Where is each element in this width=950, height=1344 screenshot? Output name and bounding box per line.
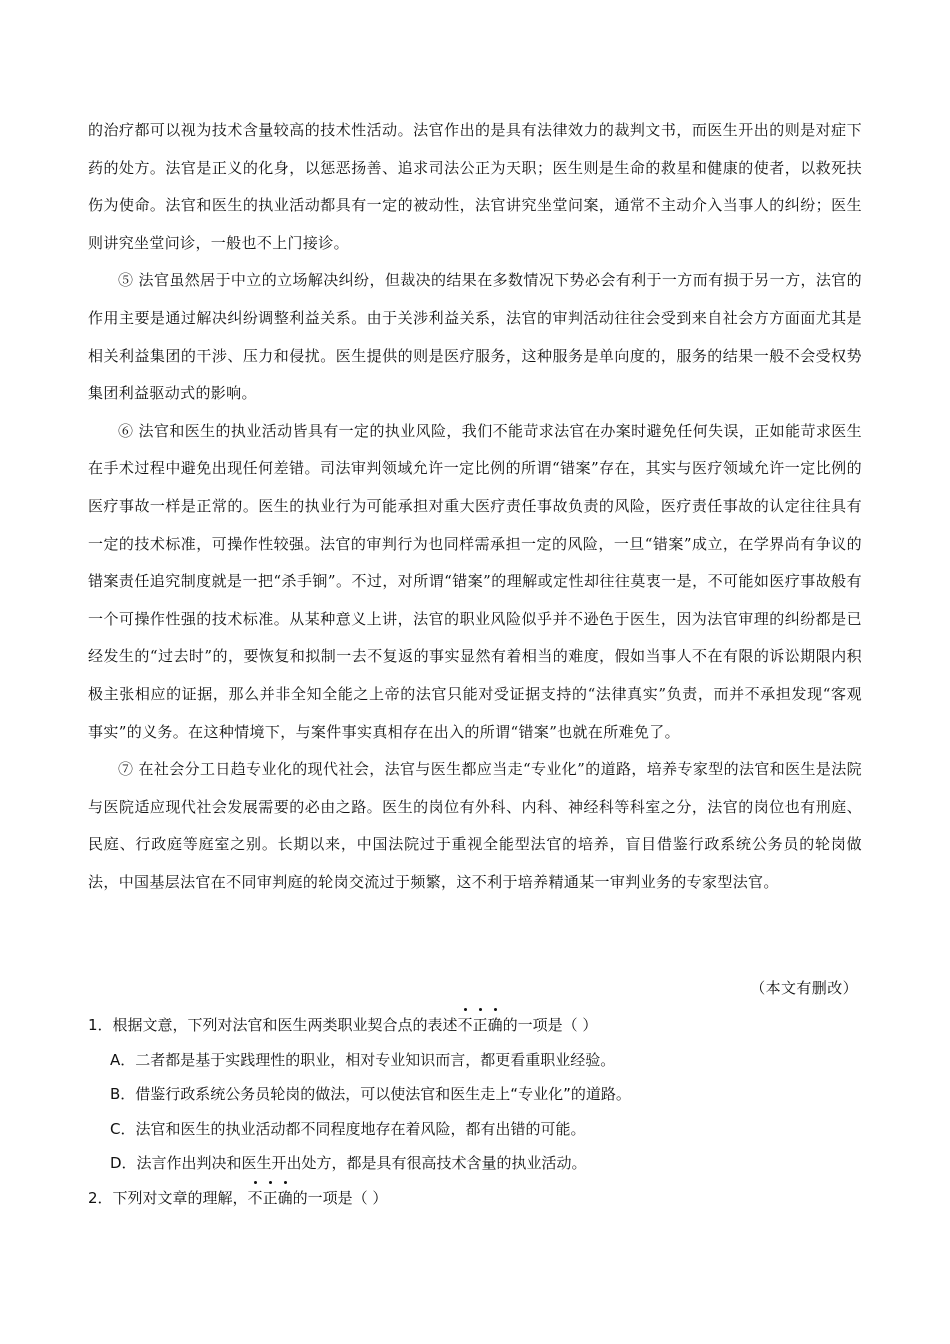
- emphasis-character: 不: [248, 1184, 263, 1212]
- question-1: [88, 1011, 868, 1046]
- article-body: [88, 112, 862, 901]
- emphasis-character: 正: [473, 1011, 488, 1039]
- question-2-text-after: 的一项是（ ）: [292, 1188, 388, 1207]
- emphasis-character: 确: [278, 1184, 293, 1212]
- question-1-emphasis: [458, 1016, 503, 1034]
- question-1-text-after: 的一项是（ ）: [502, 1016, 598, 1034]
- question-2-emphasis: [248, 1189, 293, 1207]
- article-paragraph-6: ⑥ 法官和医生的执业活动皆具有一定的执业风险，我们不能苛求法官在办案时避免任何失误，正如能苛求医生在手术过程中避免出现任何差错。司法审判领域允许一定比例的所谓“错案”存在，其实与医疗领域允许一定比例的医疗事故一样是正常的。医生的执业行为可能承担对重大医疗责任事故负责的风险，医疗责任事故的认定往往具有一定的技术标准，可操作性较强。法官的审判行为也同样需承担一定的风险，一旦“错案”成立，在学界尚有争议的错案责任追究制度就是一把“杀手锏”。不过，对所谓“错案”的理解或定性却往往莫衷一是，不可能如医疗事故般有一个可操作性强的技术标准。从某种意义上讲，法官的职业风险似乎并不逊色于医生，因为法官审理的纠纷都是已经发生的“过去时”的，要恢复和拟制一去不复返的事实显然有着相当的难度，假如当事人不在有限的诉讼期限内积极主张相应的证据，那么并非全知全能之上帝的法官只能对受证据支持的“法律真实”负责，而并不承担发现“客观事实”的义务。在这种情境下，与案件事实真相存在出入的所谓“错案”也就在所难免了。: [88, 421, 862, 741]
- question-1-option-a[interactable]: A．二者都是基于实践理性的职业，相对专业知识而言，都更看重职业经验。: [110, 1050, 616, 1069]
- question-1-text-before: 1．根据文意，下列对法官和医生两类职业契合点的表述: [88, 1016, 458, 1034]
- question-1-option-b[interactable]: B．借鉴行政系统公务员轮岗的做法，可以使法官和医生走上“专业化”的道路。: [110, 1085, 631, 1103]
- question-1-option-d[interactable]: D．法言作出判决和医生开出处方，都是具有很高技术含量的执业活动。: [110, 1154, 587, 1172]
- question-2-text-before: 2．下列对文章的理解，: [88, 1188, 248, 1207]
- question-1-option-c[interactable]: C．法官和医生的执业活动都不同程度地存在着风险，都有出错的可能。: [110, 1119, 586, 1138]
- question-section: [88, 1011, 868, 1218]
- question-2: [88, 1184, 868, 1219]
- emphasis-character: 确: [488, 1011, 503, 1039]
- emphasis-character: 不: [458, 1011, 473, 1039]
- source-note: （本文有删改）: [750, 979, 858, 997]
- article-paragraph-7: ⑦ 在社会分工日趋专业化的现代社会，法官与医生都应当走“专业化”的道路，培养专家型的法官和医生是法院与医院适应现代社会发展需要的必由之路。医生的岗位有外科、内科、神经科等科室之分，法官的岗位也有刑庭、民庭、行政庭等庭室之别。长期以来，中国法院过于重视全能型法官的培养，盲目借鉴行政系统公务员的轮岗做法，中国基层法官在不同审判庭的轮岗交流过于频繁，这不利于培养精通某一审判业务的专家型法官。: [88, 760, 862, 891]
- emphasis-character: 正: [263, 1184, 278, 1212]
- article-paragraph-5: ⑤ 法官虽然居于中立的立场解决纠纷，但裁决的结果在多数情况下势必会有利于一方而有损于另一方，法官的作用主要是通过解决纠纷调整利益关系。由于关涉利益关系，法官的审判活动往往会受到来自社会方方面面尤其是相关利益集团的干涉、压力和侵扰。医生提供的则是医疗服务，这种服务是单向度的，服务的结果一般不会受权势集团利益驱动式的影响。: [88, 271, 862, 403]
- article-paragraph-4-continued: 的治疗都可以视为技术含量较高的技术性活动。法官作出的是具有法律效力的裁判文书，而医生开出的则是对症下药的处方。法官是正义的化身，以惩恶扬善、追求司法公正为天职；医生则是生命的救星和健康的使者，以救死扶伤为使命。法官和医生的执业活动都具有一定的被动性，法官讲究坐堂问案，通常不主动介入当事人的纠纷；医生则讲究坐堂问诊，一般也不上门接诊。: [88, 121, 862, 252]
